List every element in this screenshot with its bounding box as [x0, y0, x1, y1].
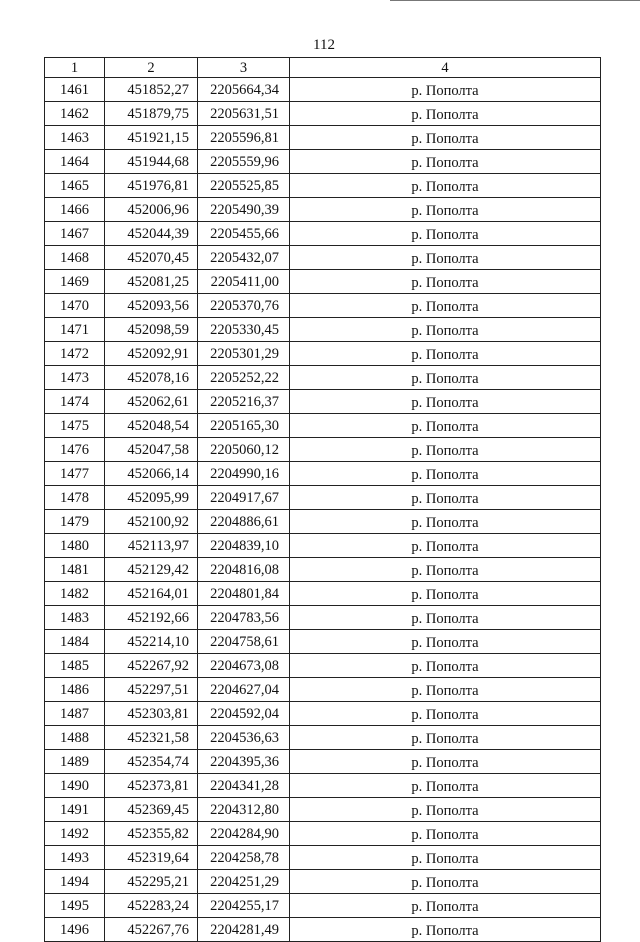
object-name-cell: р. Пополта [290, 270, 601, 294]
table-row [45, 342, 601, 366]
table-header-row [45, 58, 601, 78]
y-coordinate-cell: 2205596,81 [198, 126, 290, 150]
table-row [45, 798, 601, 822]
y-coordinate-cell: 2204284,90 [198, 822, 290, 846]
point-number-cell: 1478 [45, 486, 105, 510]
y-coordinate-cell: 2204673,08 [198, 654, 290, 678]
y-coordinate-cell: 2205664,34 [198, 78, 290, 102]
object-name-cell: р. Пополта [290, 150, 601, 174]
object-name-cell: р. Пополта [290, 366, 601, 390]
y-coordinate-cell: 2204251,29 [198, 870, 290, 894]
object-name-cell: р. Пополта [290, 102, 601, 126]
x-coordinate-cell: 452214,10 [105, 630, 198, 654]
point-number-cell: 1477 [45, 462, 105, 486]
table-row [45, 750, 601, 774]
x-coordinate-cell: 452267,92 [105, 654, 198, 678]
y-coordinate-cell: 2205301,29 [198, 342, 290, 366]
object-name-cell: р. Пополта [290, 630, 601, 654]
y-coordinate-cell: 2204395,36 [198, 750, 290, 774]
y-coordinate-cell: 2204592,04 [198, 702, 290, 726]
point-number-cell: 1472 [45, 342, 105, 366]
x-coordinate-cell: 452100,92 [105, 510, 198, 534]
x-coordinate-cell: 452267,76 [105, 918, 198, 942]
table-row [45, 390, 601, 414]
x-coordinate-cell: 452062,61 [105, 390, 198, 414]
y-coordinate-cell: 2204255,17 [198, 894, 290, 918]
y-coordinate-cell: 2205165,30 [198, 414, 290, 438]
point-number-cell: 1479 [45, 510, 105, 534]
table-row [45, 822, 601, 846]
point-number-cell: 1476 [45, 438, 105, 462]
table-row [45, 366, 601, 390]
y-coordinate-cell: 2204783,56 [198, 606, 290, 630]
table-row [45, 558, 601, 582]
y-coordinate-cell: 2205559,96 [198, 150, 290, 174]
table-row [45, 918, 601, 942]
x-coordinate-cell: 452283,24 [105, 894, 198, 918]
point-number-cell: 1495 [45, 894, 105, 918]
y-coordinate-cell: 2204536,63 [198, 726, 290, 750]
object-name-cell: р. Пополта [290, 198, 601, 222]
y-coordinate-cell: 2204990,16 [198, 462, 290, 486]
header-col-1: 1 [45, 58, 105, 78]
point-number-cell: 1482 [45, 582, 105, 606]
x-coordinate-cell: 452192,66 [105, 606, 198, 630]
y-coordinate-cell: 2204281,49 [198, 918, 290, 942]
y-coordinate-cell: 2205370,76 [198, 294, 290, 318]
x-coordinate-cell: 452092,91 [105, 342, 198, 366]
x-coordinate-cell: 452355,82 [105, 822, 198, 846]
object-name-cell: р. Пополта [290, 750, 601, 774]
y-coordinate-cell: 2204341,28 [198, 774, 290, 798]
point-number-cell: 1468 [45, 246, 105, 270]
object-name-cell: р. Пополта [290, 390, 601, 414]
table-row [45, 774, 601, 798]
table-row [45, 510, 601, 534]
table-row [45, 582, 601, 606]
x-coordinate-cell: 452319,64 [105, 846, 198, 870]
point-number-cell: 1469 [45, 270, 105, 294]
y-coordinate-cell: 2205631,51 [198, 102, 290, 126]
x-coordinate-cell: 452369,45 [105, 798, 198, 822]
x-coordinate-cell: 452047,58 [105, 438, 198, 462]
object-name-cell: р. Пополта [290, 126, 601, 150]
point-number-cell: 1471 [45, 318, 105, 342]
point-number-cell: 1484 [45, 630, 105, 654]
table-row [45, 222, 601, 246]
table-row [45, 846, 601, 870]
object-name-cell: р. Пополта [290, 462, 601, 486]
object-name-cell: р. Пополта [290, 78, 601, 102]
y-coordinate-cell: 2204758,61 [198, 630, 290, 654]
table-row [45, 894, 601, 918]
object-name-cell: р. Пополта [290, 798, 601, 822]
x-coordinate-cell: 452373,81 [105, 774, 198, 798]
x-coordinate-cell: 451921,15 [105, 126, 198, 150]
x-coordinate-cell: 452093,56 [105, 294, 198, 318]
y-coordinate-cell: 2205455,66 [198, 222, 290, 246]
x-coordinate-cell: 452129,42 [105, 558, 198, 582]
x-coordinate-cell: 452048,54 [105, 414, 198, 438]
object-name-cell: р. Пополта [290, 678, 601, 702]
table-row [45, 198, 601, 222]
object-name-cell: р. Пополта [290, 294, 601, 318]
object-name-cell: р. Пополта [290, 582, 601, 606]
point-number-cell: 1491 [45, 798, 105, 822]
y-coordinate-cell: 2204627,04 [198, 678, 290, 702]
point-number-cell: 1466 [45, 198, 105, 222]
point-number-cell: 1483 [45, 606, 105, 630]
page-number: 112 [313, 37, 335, 53]
point-number-cell: 1487 [45, 702, 105, 726]
point-number-cell: 1496 [45, 918, 105, 942]
object-name-cell: р. Пополта [290, 222, 601, 246]
point-number-cell: 1470 [45, 294, 105, 318]
point-number-cell: 1480 [45, 534, 105, 558]
object-name-cell: р. Пополта [290, 486, 601, 510]
x-coordinate-cell: 452297,51 [105, 678, 198, 702]
object-name-cell: р. Пополта [290, 174, 601, 198]
object-name-cell: р. Пополта [290, 510, 601, 534]
table-row [45, 174, 601, 198]
x-coordinate-cell: 452164,01 [105, 582, 198, 606]
x-coordinate-cell: 452095,99 [105, 486, 198, 510]
x-coordinate-cell: 452066,14 [105, 462, 198, 486]
table-row [45, 78, 601, 102]
point-number-cell: 1492 [45, 822, 105, 846]
x-coordinate-cell: 452354,74 [105, 750, 198, 774]
x-coordinate-cell: 452113,97 [105, 534, 198, 558]
point-number-cell: 1463 [45, 126, 105, 150]
point-number-cell: 1493 [45, 846, 105, 870]
x-coordinate-cell: 451879,75 [105, 102, 198, 126]
header-col-4: 4 [290, 58, 601, 78]
point-number-cell: 1465 [45, 174, 105, 198]
scan-edge-line [390, 0, 640, 1]
x-coordinate-cell: 452303,81 [105, 702, 198, 726]
table-row [45, 630, 601, 654]
header-col-2: 2 [105, 58, 198, 78]
x-coordinate-cell: 452044,39 [105, 222, 198, 246]
x-coordinate-cell: 452078,16 [105, 366, 198, 390]
coordinates-table [44, 57, 601, 942]
x-coordinate-cell: 452081,25 [105, 270, 198, 294]
table-row [45, 270, 601, 294]
point-number-cell: 1488 [45, 726, 105, 750]
x-coordinate-cell: 451976,81 [105, 174, 198, 198]
y-coordinate-cell: 2205525,85 [198, 174, 290, 198]
table-row [45, 486, 601, 510]
y-coordinate-cell: 2205216,37 [198, 390, 290, 414]
point-number-cell: 1489 [45, 750, 105, 774]
point-number-cell: 1481 [45, 558, 105, 582]
y-coordinate-cell: 2205060,12 [198, 438, 290, 462]
point-number-cell: 1473 [45, 366, 105, 390]
object-name-cell: р. Пополта [290, 318, 601, 342]
y-coordinate-cell: 2204258,78 [198, 846, 290, 870]
object-name-cell: р. Пополта [290, 606, 601, 630]
table-row [45, 534, 601, 558]
header-col-3: 3 [198, 58, 290, 78]
table-row [45, 606, 601, 630]
table-row [45, 414, 601, 438]
table-row [45, 126, 601, 150]
object-name-cell: р. Пополта [290, 918, 601, 942]
x-coordinate-cell: 452295,21 [105, 870, 198, 894]
y-coordinate-cell: 2204917,67 [198, 486, 290, 510]
point-number-cell: 1485 [45, 654, 105, 678]
table-row [45, 726, 601, 750]
object-name-cell: р. Пополта [290, 846, 601, 870]
point-number-cell: 1490 [45, 774, 105, 798]
y-coordinate-cell: 2204312,80 [198, 798, 290, 822]
object-name-cell: р. Пополта [290, 534, 601, 558]
point-number-cell: 1467 [45, 222, 105, 246]
x-coordinate-cell: 451852,27 [105, 78, 198, 102]
point-number-cell: 1474 [45, 390, 105, 414]
object-name-cell: р. Пополта [290, 438, 601, 462]
object-name-cell: р. Пополта [290, 342, 601, 366]
x-coordinate-cell: 451944,68 [105, 150, 198, 174]
point-number-cell: 1494 [45, 870, 105, 894]
table-row [45, 318, 601, 342]
point-number-cell: 1462 [45, 102, 105, 126]
object-name-cell: р. Пополта [290, 822, 601, 846]
x-coordinate-cell: 452006,96 [105, 198, 198, 222]
y-coordinate-cell: 2205330,45 [198, 318, 290, 342]
x-coordinate-cell: 452321,58 [105, 726, 198, 750]
x-coordinate-cell: 452098,59 [105, 318, 198, 342]
object-name-cell: р. Пополта [290, 894, 601, 918]
object-name-cell: р. Пополта [290, 774, 601, 798]
y-coordinate-cell: 2204839,10 [198, 534, 290, 558]
object-name-cell: р. Пополта [290, 414, 601, 438]
table-row [45, 438, 601, 462]
y-coordinate-cell: 2205252,22 [198, 366, 290, 390]
y-coordinate-cell: 2205411,00 [198, 270, 290, 294]
point-number-cell: 1475 [45, 414, 105, 438]
y-coordinate-cell: 2204801,84 [198, 582, 290, 606]
table-row [45, 294, 601, 318]
table-body [45, 78, 601, 942]
y-coordinate-cell: 2205490,39 [198, 198, 290, 222]
table-row [45, 150, 601, 174]
y-coordinate-cell: 2204886,61 [198, 510, 290, 534]
table-row [45, 654, 601, 678]
object-name-cell: р. Пополта [290, 558, 601, 582]
point-number-cell: 1486 [45, 678, 105, 702]
table-row [45, 102, 601, 126]
x-coordinate-cell: 452070,45 [105, 246, 198, 270]
object-name-cell: р. Пополта [290, 246, 601, 270]
y-coordinate-cell: 2204816,08 [198, 558, 290, 582]
object-name-cell: р. Пополта [290, 702, 601, 726]
point-number-cell: 1464 [45, 150, 105, 174]
object-name-cell: р. Пополта [290, 654, 601, 678]
object-name-cell: р. Пополта [290, 726, 601, 750]
table-row [45, 702, 601, 726]
y-coordinate-cell: 2205432,07 [198, 246, 290, 270]
table-row [45, 462, 601, 486]
point-number-cell: 1461 [45, 78, 105, 102]
table-row [45, 678, 601, 702]
object-name-cell: р. Пополта [290, 870, 601, 894]
table-row [45, 870, 601, 894]
table-row [45, 246, 601, 270]
